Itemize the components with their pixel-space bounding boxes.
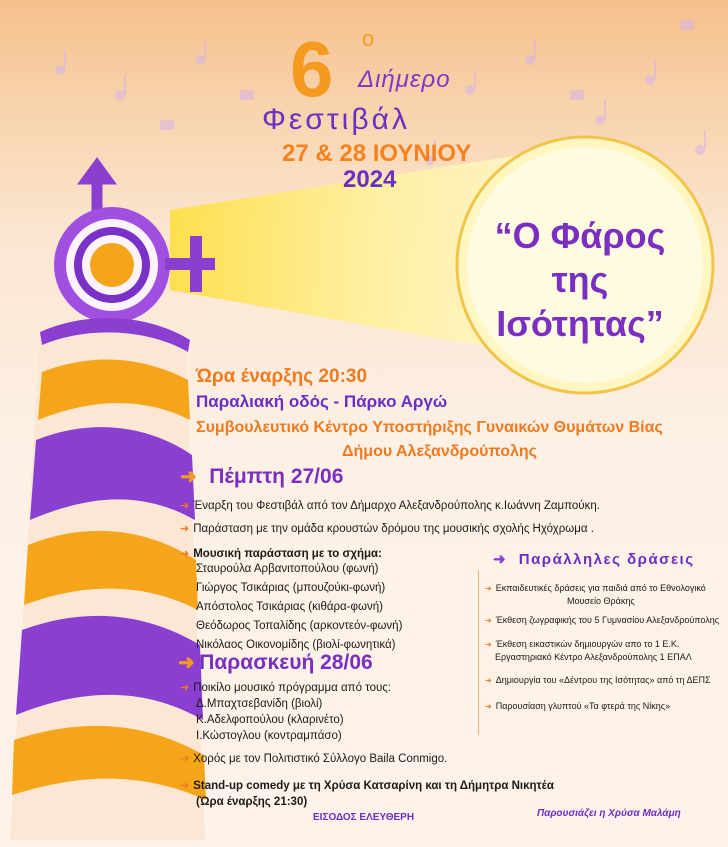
festival-year: 2024 — [343, 166, 397, 193]
arrow-icon: ➜ — [493, 551, 508, 568]
list-item: ➜ Έκθεση ζωγραφικής του 5 Γυμνασίου Αλεξανδρούπολης — [485, 615, 720, 625]
list-item: Ι.Κώστογλου (κοντραμπάσο) — [196, 730, 342, 742]
parallel-list — [478, 570, 719, 735]
arrow-icon: ➜ — [180, 466, 197, 488]
title-line-3: Ισότητας” — [496, 303, 664, 344]
list-item: Σταυρούλα Αρβανιτοπούλου (φωνή) — [196, 563, 379, 575]
presenter-label: Παρουσιάζει η Χρύσα Μαλάμη — [537, 808, 681, 819]
arrow-icon: ➜ — [180, 523, 190, 535]
arrow-icon: ➜ — [485, 640, 492, 649]
organizer-line-2: Δήμου Αλεξανδρούπολης — [342, 443, 537, 460]
arrow-icon: ➜ — [180, 682, 190, 694]
list-item: ➜ Δημιουργία του «Δέντρου της Ισότητας» από τη ΔΕΠΣ — [485, 675, 711, 685]
arrow-icon: ➜ — [485, 584, 492, 593]
day2-header: ➜ Παρασκευή 28/06 — [178, 651, 373, 674]
list-item: ➜ Stand-up comedy με τη Χρύσα Κατσαρίνη και τη Δήμητρα Νικητέα — [180, 780, 554, 792]
arrow-icon: ➜ — [180, 780, 190, 792]
list-item: ➜ Ποικίλο μουσικό πρόγραμμα από τους: — [180, 682, 391, 694]
free-entry-label: ΕΙΣΟΔΟΣ ΕΛΕΥΘΕΡΗ — [313, 812, 415, 823]
arrow-icon: ➜ — [180, 548, 190, 560]
festival-word: Φεστιβάλ — [262, 103, 410, 136]
list-item: ➜ Χορός με τον Πολιτιστικό Σύλλογο Baila Conmigo. — [180, 753, 448, 765]
parallel-header: ➜ Παράλληλες δράσεις — [493, 551, 695, 568]
start-time: Ώρα έναρξης 20:30 — [196, 366, 368, 387]
list-item: ➜ Έναρξη του Φεστιβάλ από τον Δήμαρχο Αλεξανδρούπολης κ.Ιωάννη Ζαμπούκη. — [180, 500, 600, 512]
list-item: ➜ Μουσική παράσταση με το σχήμα: — [180, 548, 382, 560]
list-item: ➜ Έκθεση εικαστικών δημιουργών απο το 1 Ε.Κ. Εργαστηριακό Κέντρο Αλεξανδρούπολης 1 ΕΠΑΛ — [485, 639, 692, 662]
title-line-2: της — [551, 259, 609, 300]
title-line-1: “Ο Φάρος — [494, 215, 666, 256]
festival-title — [445, 214, 715, 346]
arrow-icon: ➜ — [180, 753, 190, 765]
day1-performers — [196, 560, 402, 655]
list-item: Κ.Αδελφοπούλου (κλαρινέτο) — [196, 714, 344, 726]
arrow-icon: ➜ — [178, 652, 195, 674]
list-item: Δ.Μπαχτσεβανίδη (βιολί) — [196, 698, 323, 710]
festival-subtitle: Διήμερο — [358, 66, 451, 93]
festival-dates: 27 & 28 ΙΟΥΝΙΟΥ — [282, 140, 472, 167]
arrow-icon: ➜ — [485, 676, 492, 685]
arrow-icon: ➜ — [485, 616, 492, 625]
list-item: Νικόλαος Οικονομίδης (βιολί-φωνητικά) — [196, 639, 396, 651]
edition-suffix: ο — [362, 26, 375, 51]
list-item: Γιώργος Τσικάριας (μπουζούκι-φωνή) — [196, 582, 386, 594]
list-item: ➜ Παρουσίαση γλυπτού «Τα φτερά της Νίκης» — [485, 701, 671, 711]
list-item: ➜ Εκπαιδευτικές δράσεις για παιδιά από το Εθνολογικό Μουσείο Θράκης — [485, 583, 706, 606]
list-item: ➜ Παράσταση με την ομάδα κρουστών δρόμου της μουσικής σχολής Ηχόχρωμα . — [180, 523, 594, 535]
organizer-line-1: Συμβουλευτικό Κέντρο Υποστήριξης Γυναικών Θυμάτων Βίας — [196, 419, 663, 436]
list-item: Απόστολος Τσικάριας (κιθάρα-φωνή) — [196, 601, 383, 613]
day1-header: ➜ Πέμπτη 27/06 — [180, 465, 344, 488]
list-item: Θεόδωρος Τοπαλίδης (αρκοντεόν-φωνή) — [196, 620, 403, 632]
venue: Παραλιακή οδός - Πάρκο Αργώ — [196, 392, 448, 411]
arrow-icon: ➜ — [180, 500, 190, 512]
standup-time: (Ώρα έναρξης 21:30) — [196, 796, 308, 808]
day1-events — [180, 494, 600, 565]
edition-number: 6 — [290, 25, 334, 113]
arrow-icon: ➜ — [485, 702, 492, 711]
